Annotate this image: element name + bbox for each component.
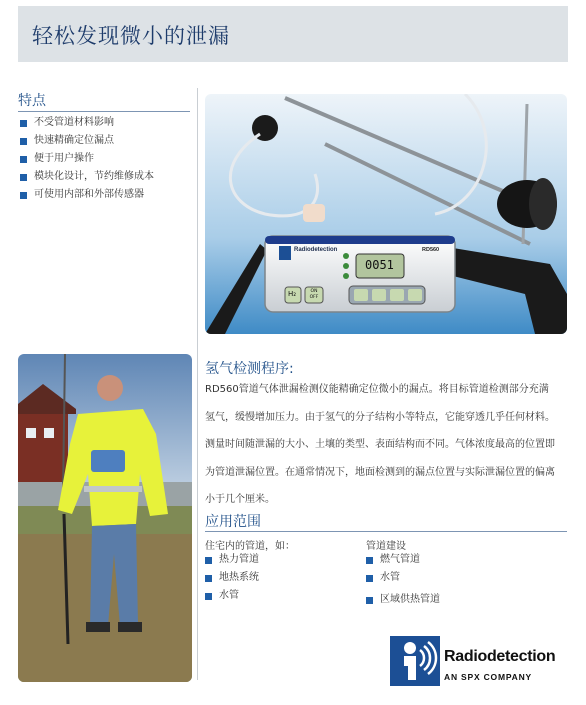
- procedure-paragraph: [205, 376, 567, 514]
- feature-item: 不受管道材料影响: [20, 114, 154, 132]
- applications-left-heading: 住宅内的管道，如：: [205, 541, 295, 552]
- bullet-square-icon: [205, 593, 212, 600]
- worker-photo: [18, 354, 192, 682]
- features-rule: [18, 111, 190, 112]
- applications-title: 应用范围: [205, 514, 261, 530]
- procedure-title: 氢气检测程序:: [205, 361, 294, 377]
- device-brand-label: Radiodetection: [294, 247, 338, 253]
- logo-name: Radiodetection: [444, 648, 556, 665]
- feature-item: 模块化设计，节约维修成本: [20, 168, 154, 186]
- applications-rule: [205, 531, 567, 532]
- applications-right-list: [366, 551, 440, 609]
- column-divider: [197, 88, 198, 680]
- page-header: [18, 6, 568, 62]
- procedure-line: RD560管道气体泄漏检测仪能精确定位微小的漏点。将目标管道检测部分充满: [205, 384, 549, 395]
- bullet-square-icon: [20, 138, 27, 145]
- application-item: 地热系统: [205, 569, 259, 587]
- features-list: [20, 114, 154, 204]
- application-item: 水管: [366, 569, 440, 587]
- application-item: 燃气管道: [366, 551, 440, 569]
- bullet-square-icon: [366, 575, 373, 582]
- bullet-square-icon: [366, 597, 373, 604]
- device-lcd-readout: 0051: [365, 258, 394, 272]
- logo-tagline: AN SPX COMPANY: [444, 672, 533, 682]
- bullet-square-icon: [205, 557, 212, 564]
- application-item: 水管: [205, 587, 259, 605]
- bullet-square-icon: [20, 174, 27, 181]
- device-model-label: RD560: [422, 247, 440, 253]
- bullet-square-icon: [20, 192, 27, 199]
- feature-item: 快速精确定位漏点: [20, 132, 154, 150]
- procedure-line: 小于几个厘米。: [205, 494, 275, 505]
- device-power-button-label: ON OFF: [309, 289, 319, 300]
- bullet-square-icon: [20, 120, 27, 127]
- applications-left-list: [205, 551, 259, 605]
- application-item: 区域供热管道: [366, 591, 440, 609]
- features-title: 特点: [18, 93, 46, 109]
- feature-item: 可使用内部和外部传感器: [20, 186, 154, 204]
- page-title: 轻松发现微小的泄漏: [32, 24, 230, 48]
- bullet-square-icon: [20, 156, 27, 163]
- application-item: 热力管道: [205, 551, 259, 569]
- radiodetection-logo: [390, 636, 568, 686]
- procedure-line: 为管道泄漏位置。在通常情况下，地面检测到的漏点位置与实际泄漏位置的偏离: [205, 466, 555, 478]
- device-h2-button-label: H₂: [288, 290, 297, 298]
- device-photo: [205, 94, 567, 334]
- procedure-line: 氢气，缓慢增加压力。由于氢气的分子结构小等特点，它能穿透几乎任何材料。: [205, 411, 555, 423]
- bullet-square-icon: [366, 557, 373, 564]
- applications-right-heading: 管道建设: [366, 541, 406, 552]
- bullet-square-icon: [205, 575, 212, 582]
- logo-mark-icon: [390, 636, 440, 686]
- procedure-line: 测量时间随泄漏的大小、土壤的类型、表面结构而不同。气体浓度最高的位置即: [205, 439, 555, 450]
- feature-item: 便于用户操作: [20, 150, 154, 168]
